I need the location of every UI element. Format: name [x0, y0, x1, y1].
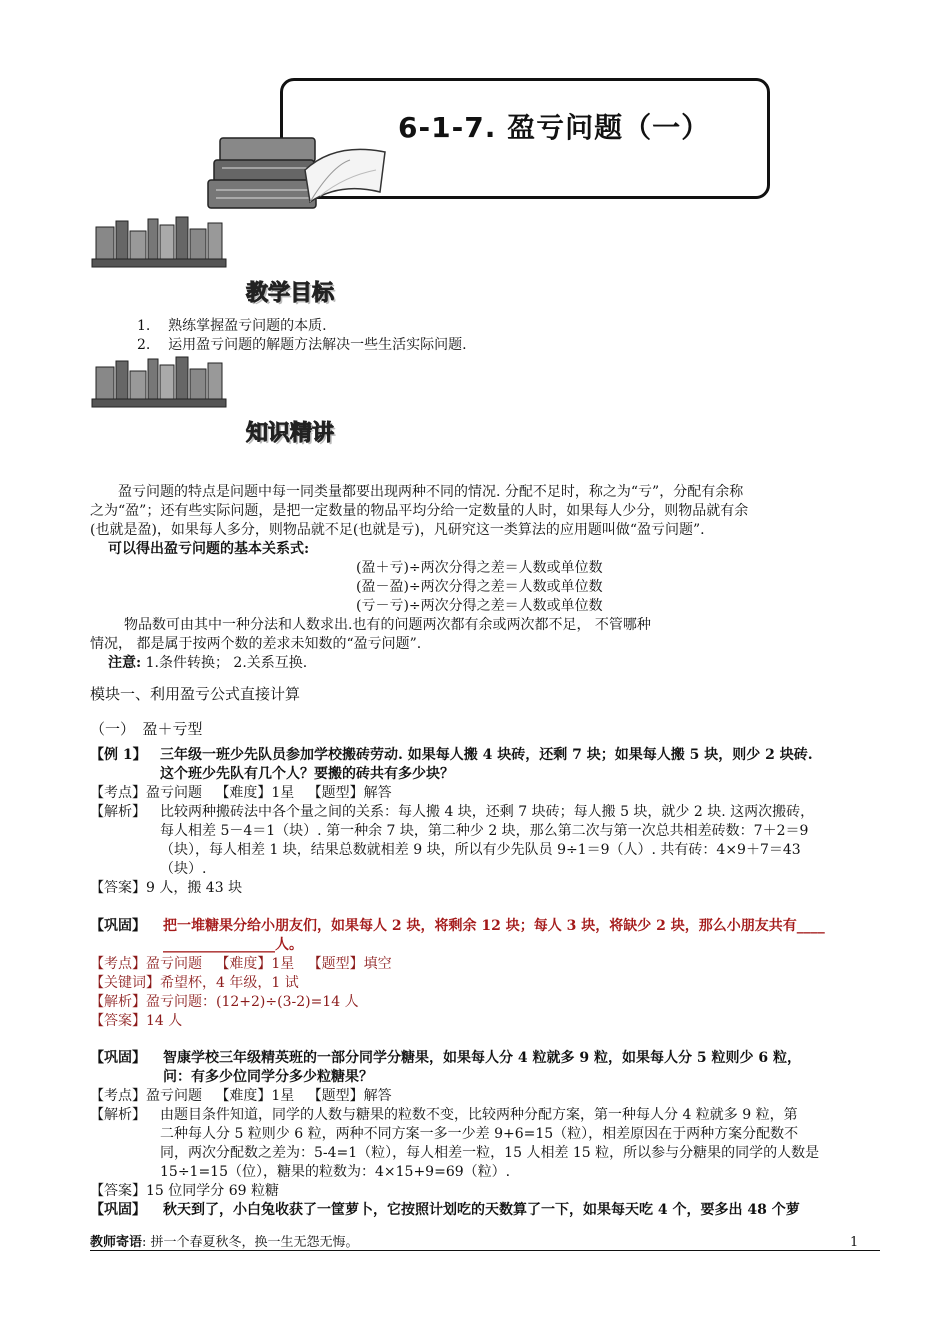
analysis-line: （块）.	[160, 861, 207, 877]
consolidation-tag: 【巩固】	[90, 1202, 146, 1218]
example-meta: 【考点】盈亏问题 【难度】1星 【题型】解答	[90, 785, 392, 801]
answer: 【答案】9 人，搬 43 块	[90, 880, 243, 896]
bookshelf-icon	[90, 215, 230, 270]
books-illustration	[200, 130, 390, 215]
page-title: 6-1-7. 盈亏问题（一）	[398, 111, 711, 144]
footer-text: 教师寄语: 拼一个春夏秋冬，换一生无怨无悔。	[90, 1235, 359, 1250]
sub-heading: （一） 盈＋亏型	[90, 720, 203, 738]
intro-line: 盈亏问题的特点是问题中每一同类量都要出现两种不同的情况. 分配不足时，称之为“亏”，分配有余称	[90, 484, 744, 500]
consolidation-tag: 【巩固】	[90, 1050, 146, 1066]
analysis: 【解析】盈亏问题：(12+2)÷(3-2)=14 人	[90, 994, 359, 1010]
page-number: 1	[850, 1235, 859, 1250]
consolidation-question: 秋天到了，小白兔收获了一筐萝卜，它按照计划吃的天数算了一下，如果每天吃 4 个，要多出 48 个萝	[163, 1202, 800, 1218]
answer: 【答案】15 位同学分 69 粒糖	[90, 1183, 279, 1199]
intro-line: 之为“盈”；还有些实际问题，是把一定数量的物品平均分给一定数量的人时，如果每人少分，则物品就有余	[90, 503, 749, 519]
example-question: 这个班少先队有几个人？要搬的砖共有多少块？	[160, 766, 454, 782]
analysis-label: 【解析】	[90, 804, 146, 820]
analysis-line: 由题目条件知道，同学的人数与糖果的粒数不变，比较两种分配方案，第一种每人分 4 粒就多 9 粒，第	[160, 1107, 798, 1123]
keywords: 【关键词】希望杯，4 年级，1 试	[90, 975, 299, 991]
section-heading-knowledge: 知识精讲	[246, 421, 335, 446]
section-heading-goals: 教学目标	[246, 281, 335, 306]
consolidation-meta: 【考点】盈亏问题 【难度】1星 【题型】解答	[90, 1088, 392, 1104]
goal-item: 1. 熟练掌握盈亏问题的本质.	[137, 318, 327, 334]
consolidation-question: 问：有多少位同学分多少粒糖果？	[163, 1069, 373, 1085]
consolidation-tag: 【巩固】	[90, 918, 146, 934]
analysis-line: 15÷1=15（位），糖果的粒数为：4×15+9=69（粒）.	[160, 1164, 511, 1180]
answer: 【答案】14 人	[90, 1013, 183, 1029]
analysis-line: 每人相差 5－4＝1（块）. 第一种余 7 块，第二种少 2 块，那么第二次与第一次总共相差砖数：7＋2＝9	[160, 823, 809, 839]
analysis-line: 同，两次分配数之差为：5-4=1（粒），每人相差一粒，15 人相差 15 粒，所以参与分糖果的同学的人数是	[160, 1145, 820, 1161]
formula-lead: 可以得出盈亏问题的基本关系式:	[108, 541, 310, 557]
analysis-line: 二种每人分 5 粒则少 6 粒，两种不同方案一多一少差 9+6=15（粒），相差原因在于两种方案分配数不	[160, 1126, 799, 1142]
consolidation-question: 把一堆糖果分给小朋友们，如果每人 2 块，将剩余 12 块；每人 3 块，将缺少 2 块，那么小朋友共有____	[163, 918, 825, 934]
consolidation-question: ________________人。	[163, 937, 303, 953]
note: 注意: 1.条件转换； 2.关系互换.	[108, 655, 308, 671]
example-tag: 【例 1】	[90, 747, 147, 763]
consolidation-meta: 【考点】盈亏问题 【难度】1星 【题型】填空	[90, 956, 392, 972]
goal-item: 2. 运用盈亏问题的解题方法解决一些生活实际问题.	[137, 337, 467, 353]
formula: (盈＋亏)÷两次分得之差＝人数或单位数	[356, 560, 603, 576]
formula: (盈－盈)÷两次分得之差＝人数或单位数	[356, 579, 603, 595]
note-line: 情况， 都是属于按两个数的差求未知数的“盈亏问题”.	[90, 636, 422, 652]
bookshelf-icon	[90, 355, 230, 410]
example-question: 三年级一班少先队员参加学校搬砖劳动. 如果每人搬 4 块砖，还剩 7 块；如果每人搬 5 块，则少 2 块砖.	[160, 747, 813, 763]
note-line: 物品数可由其中一种分法和人数求出.也有的问题两次都有余或两次都不足， 不管哪种	[124, 617, 651, 633]
intro-line: (也就是盈)，如果每人多分，则物品就不足(也就是亏)，凡研究这一类算法的应用题叫做“盈亏问题”.	[90, 522, 705, 538]
module-heading: 模块一、利用盈亏公式直接计算	[90, 685, 301, 703]
analysis-line: （块），每人相差 1 块，结果总数就相差 9 块，所以有少先队员 9÷1＝9（人）. 共有砖：4×9＋7＝43	[160, 842, 801, 858]
consolidation-question: 智康学校三年级精英班的一部分同学分糖果，如果每人分 4 粒就多 9 粒，如果每人分 5 粒则少 6 粒，	[163, 1050, 801, 1066]
analysis-label: 【解析】	[90, 1107, 146, 1123]
formula: (亏－亏)÷两次分得之差＝人数或单位数	[356, 598, 603, 614]
analysis-line: 比较两种搬砖法中各个量之间的关系：每人搬 4 块，还剩 7 块砖；每人搬 5 块，就少 2 块. 这两次搬砖，	[160, 804, 815, 820]
